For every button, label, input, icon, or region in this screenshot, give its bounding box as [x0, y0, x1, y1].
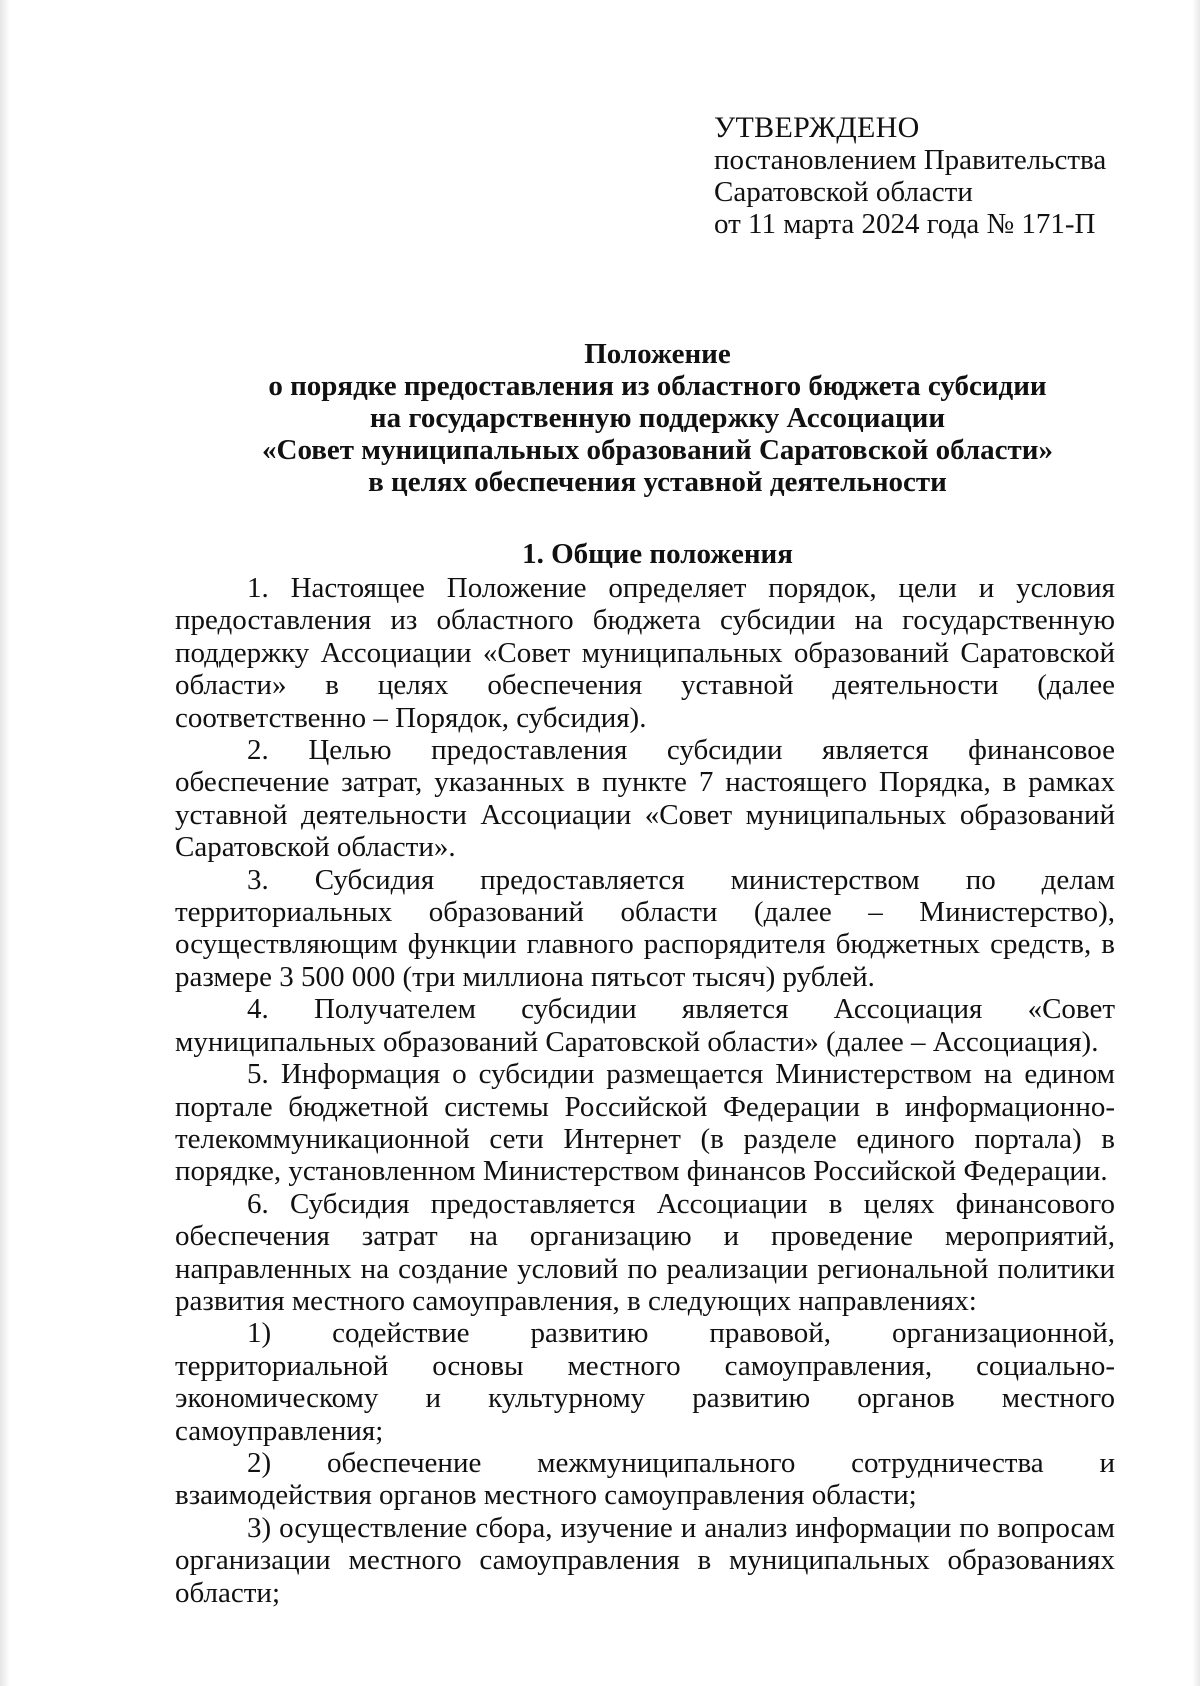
paragraph-3: 3. Субсидия предоставляется министерством по делам территориальных образований области (далее – Министерство), осуществляющим функции главного распорядителя бюджетных средств, в размере 3 500 000 (три миллиона пятьсот тысяч) рублей.	[175, 863, 1115, 993]
paragraph-4: 4. Получателем субсидии является Ассоциация «Совет муниципальных образований Саратовской области» (далее – Ассоциация).	[175, 993, 1115, 1058]
approval-heading: УТВЕРЖДЕНО	[714, 111, 920, 144]
section-heading: 1. Общие положения	[522, 538, 793, 570]
title-line-5: в целях обеспечения уставной деятельности	[368, 466, 947, 498]
title-line-1: Положение	[584, 338, 731, 370]
title-line-3: на государственную поддержку Ассоциации	[369, 402, 946, 434]
approval-block	[714, 112, 1106, 240]
list-item-3: 3) осуществление сбора, изучение и анализ информации по вопросам организации местного самоуправления в муниципальных образованиях области;	[175, 1511, 1115, 1609]
list-item-1: 1) содействие развитию правовой, организационной, территориальной основы местного самоуправления, социально-экономическому и культурному развитию органов местного самоуправления;	[175, 1317, 1115, 1447]
document-title	[170, 338, 1145, 498]
paragraph-5: 5. Информация о субсидии размещается Министерством на едином портале бюджетной системы Российской Федерации в информационно-телекоммуникационной сети Интернет (в разделе единого портала) в порядке, установленном Министерством финансов Российской Федерации.	[175, 1058, 1115, 1188]
scan-edge-right	[1192, 0, 1200, 1686]
approval-line-2: Саратовской области	[714, 176, 973, 208]
list-item-2: 2) обеспечение межмуниципального сотрудничества и взаимодействия органов местного самоуправления области;	[175, 1446, 1115, 1512]
title-line-4: «Совет муниципальных образований Саратовской области»	[262, 434, 1053, 466]
paragraph-1: 1. Настоящее Положение определяет порядок, цели и условия предоставления из областного бюджета субсидии на государственную поддержку Ассоциации «Совет муниципальных образований Саратовской области» в целях обеспечения уставной деятельности (далее соответственно – Порядок, субсидия).	[175, 572, 1115, 734]
section-body	[175, 572, 1115, 1609]
title-line-2: о порядке предоставления из областного бюджета субсидии	[268, 370, 1047, 402]
paragraph-6: 6. Субсидия предоставляется Ассоциации в целях финансового обеспечения затрат на организацию и проведение мероприятий, направленных на создание условий по реализации региональной политики развития местного самоуправления, в следующих направлениях:	[175, 1187, 1115, 1317]
approval-line-3: от 11 марта 2024 года № 171-П	[714, 208, 1096, 240]
approval-line-1: постановлением Правительства	[714, 144, 1107, 176]
scan-edge-left	[0, 0, 10, 1686]
paragraph-2: 2. Целью предоставления субсидии является финансовое обеспечение затрат, указанных в пункте 7 настоящего Порядка, в рамках уставной деятельности Ассоциации «Совет муниципальных образований Саратовской области».	[175, 734, 1115, 864]
